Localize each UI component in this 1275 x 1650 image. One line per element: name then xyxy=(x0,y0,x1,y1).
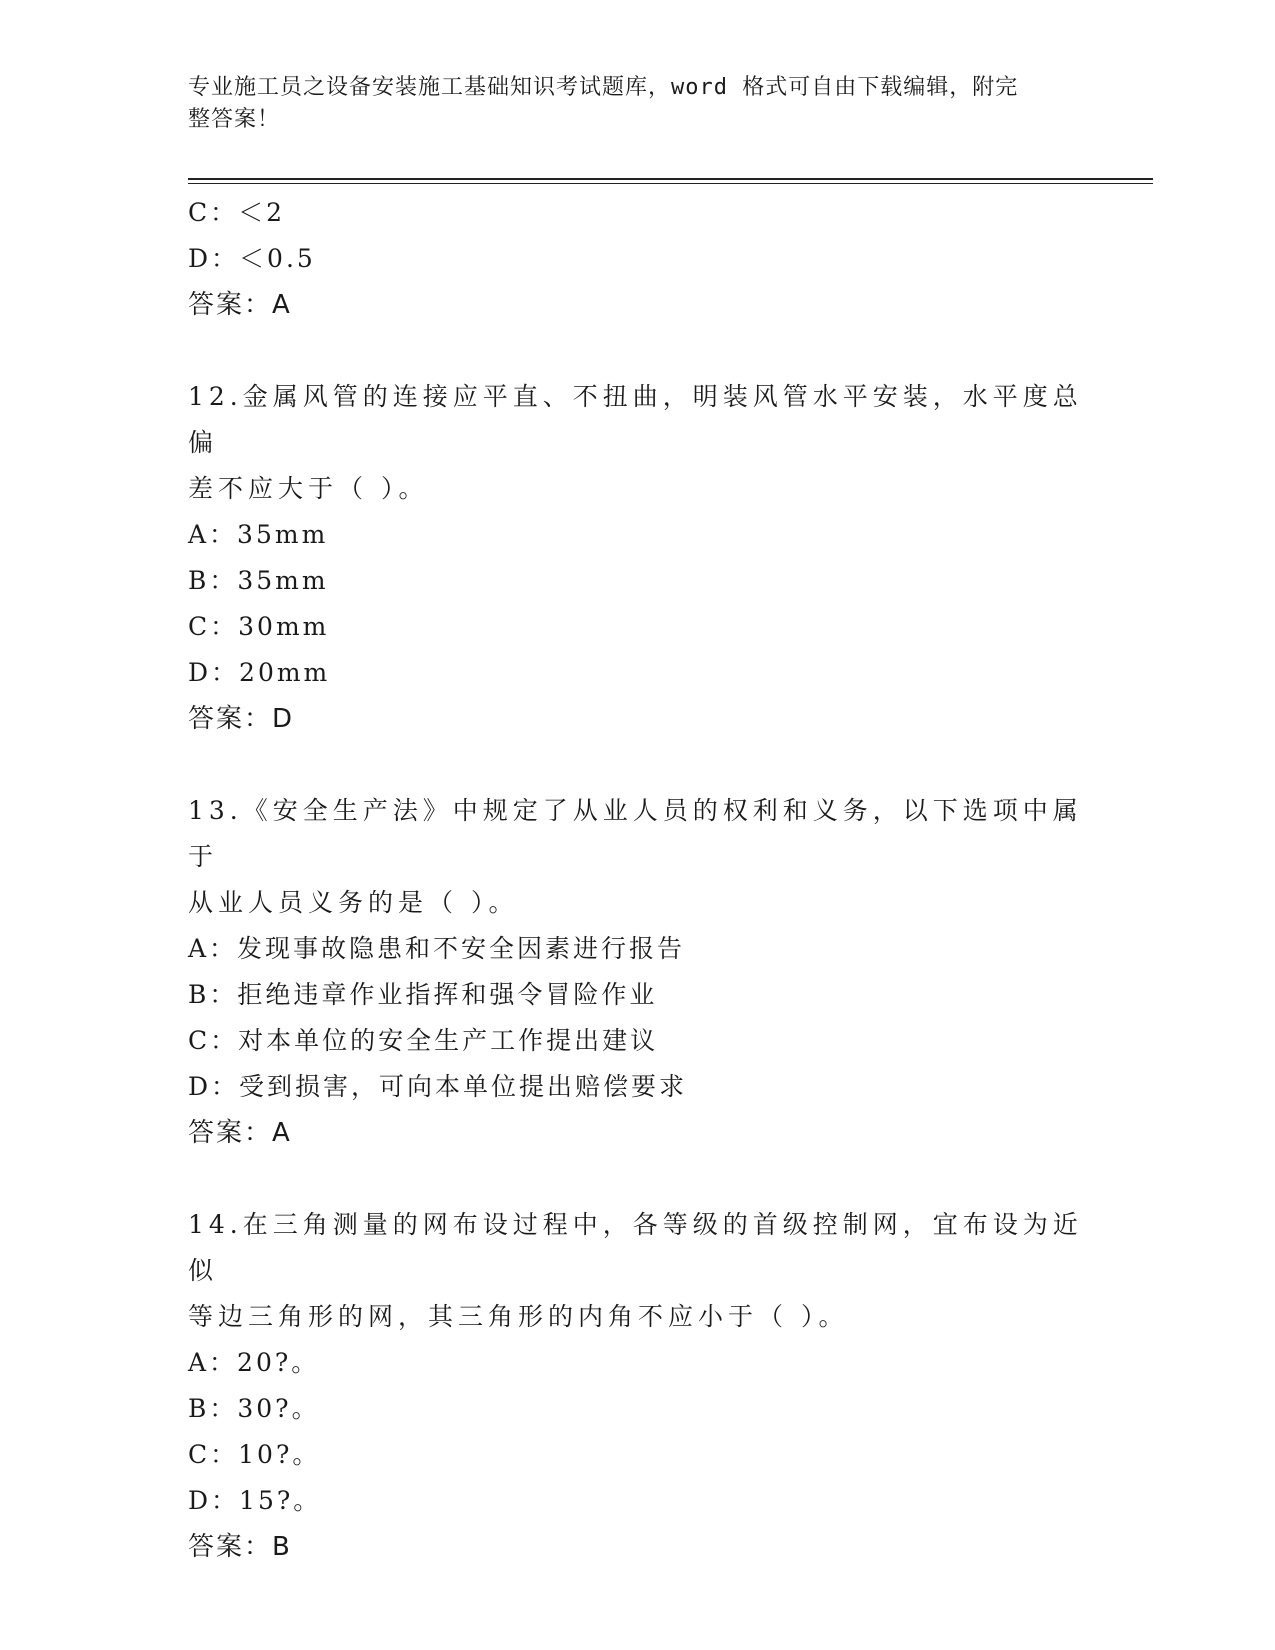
question-12 xyxy=(188,374,1088,742)
option-c: C：10?。 xyxy=(188,1440,321,1469)
question-text-line-2: 差不应大于（ ）。 xyxy=(188,474,429,503)
option-d: D：受到损害，可向本单位提出赔偿要求 xyxy=(188,1072,688,1101)
question-text-line-1: 13.《安全生产法》中规定了从业人员的权利和义务，以下选项中属于 xyxy=(188,796,1083,871)
option-a: A：20?。 xyxy=(188,1348,320,1377)
option-b: B：拒绝违章作业指挥和强令冒险作业 xyxy=(188,980,658,1009)
option-c: C：对本单位的安全生产工作提出建议 xyxy=(188,1026,659,1055)
question-text-line-2: 等边三角形的网，其三角形的内角不应小于（ ）。 xyxy=(188,1302,849,1331)
option-a: A：发现事故隐患和不安全因素进行报告 xyxy=(188,934,686,963)
answer-line: 答案：D xyxy=(188,704,295,734)
header-line-2: 整答案！ xyxy=(188,107,281,132)
header-rule-thick xyxy=(188,178,1153,180)
question-list xyxy=(188,190,1088,1616)
option-d: D：15?。 xyxy=(188,1486,322,1515)
question-14 xyxy=(188,1202,1088,1570)
option-c: C：30mm xyxy=(188,612,330,641)
header-line-1: 专业施工员之设备安装施工基础知识考试题库，word 格式可自由下载编辑，附完 xyxy=(188,75,1019,100)
question-13 xyxy=(188,788,1088,1156)
option-a: A：35mm xyxy=(188,520,329,549)
option-b: B：30?。 xyxy=(188,1394,320,1423)
question-text-line-2: 从业人员义务的是（ ）。 xyxy=(188,888,519,917)
answer-line: 答案：A xyxy=(188,1118,292,1148)
option-c: C：＜2 xyxy=(188,198,286,227)
question-text-line-1: 14.在三角测量的网布设过程中，各等级的首级控制网，宜布设为近似 xyxy=(188,1210,1083,1285)
option-d: D：＜0.5 xyxy=(188,244,316,273)
previous-question-tail xyxy=(188,190,1088,328)
answer-line: 答案：B xyxy=(188,1532,292,1562)
header-rule-thin xyxy=(188,183,1153,184)
option-d: D：20mm xyxy=(188,658,331,687)
document-header xyxy=(188,72,1088,136)
question-text-line-1: 12.金属风管的连接应平直、不扭曲，明装风管水平安装，水平度总偏 xyxy=(188,382,1083,457)
option-b: B：35mm xyxy=(188,566,329,595)
answer-line: 答案：A xyxy=(188,290,292,320)
